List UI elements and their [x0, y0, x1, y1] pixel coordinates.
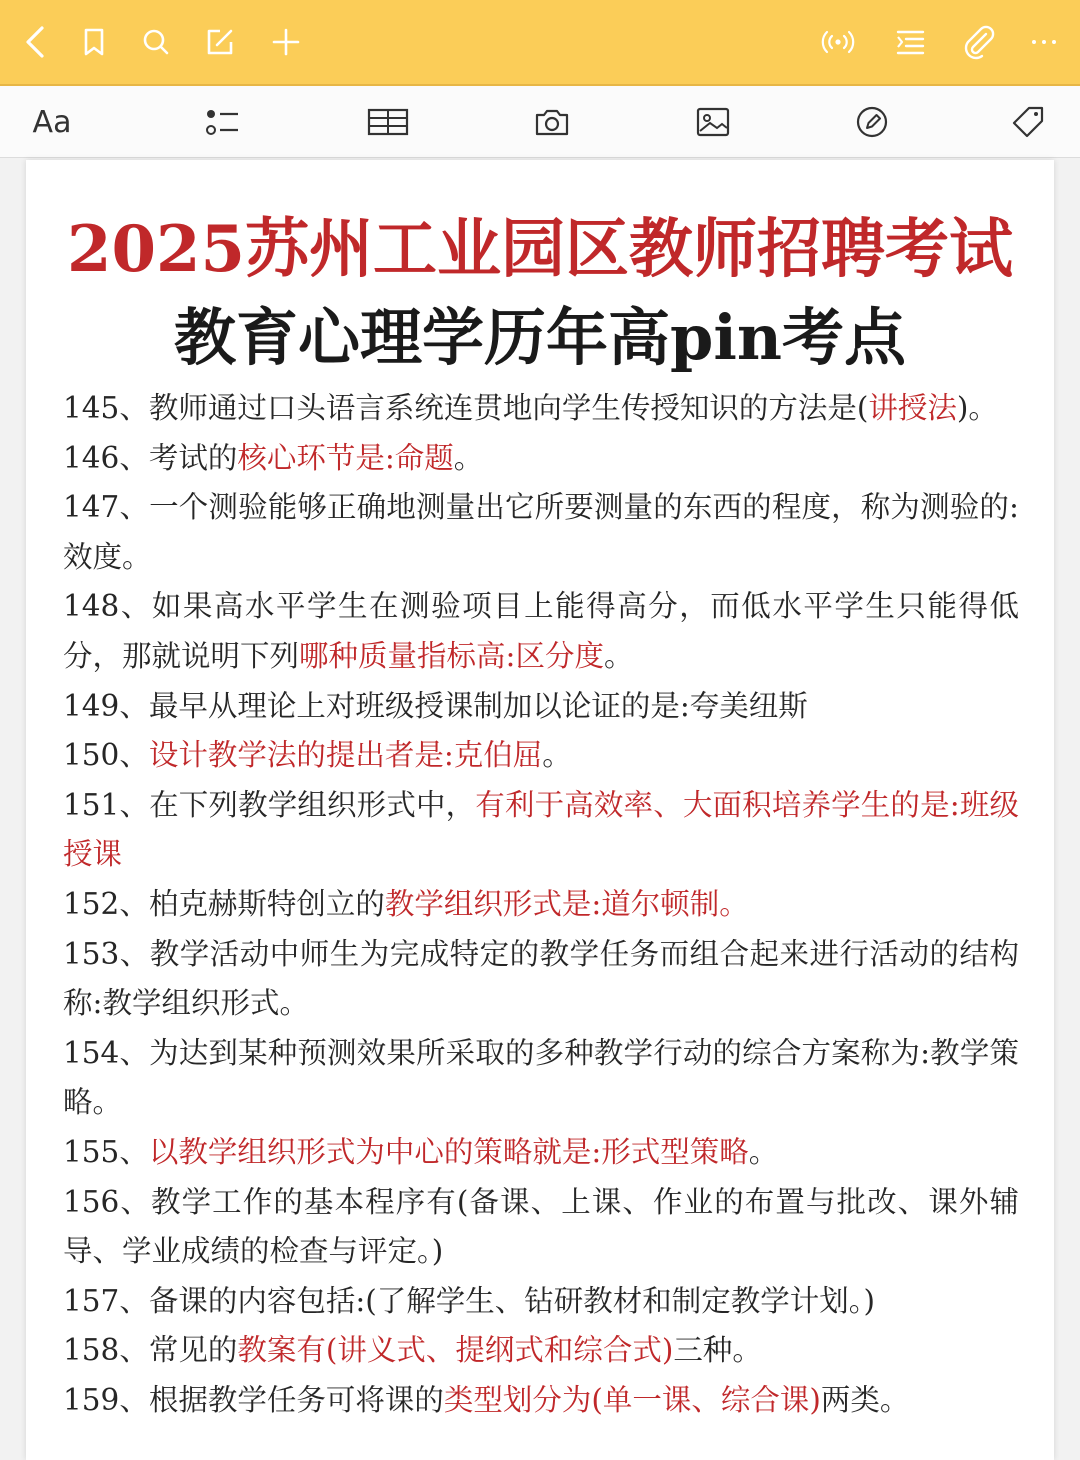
document-title-black: 教育心理学历年高pin考点	[174, 301, 906, 374]
item-number: 147	[63, 490, 120, 525]
top-navigation-bar	[0, 0, 1080, 86]
item-text: 、如果高水平学生在测验项目上能得高分，而低水平学生只能得低分，那就说明下列	[63, 589, 1019, 673]
list-item	[63, 880, 1019, 930]
item-text: 、	[119, 1134, 149, 1169]
item-text: 、教师通过口头语言系统连贯地向学生传授知识的方法是(	[119, 391, 869, 425]
highlighted-text: 教学组织形式是:道尔顿制。	[384, 886, 749, 921]
item-number: 156	[63, 1184, 120, 1219]
pen-icon[interactable]	[852, 102, 892, 142]
highlighted-text: 类型划分为(单一课、综合课)	[443, 1382, 821, 1417]
item-text: 。	[542, 738, 572, 773]
list-item	[63, 582, 1019, 681]
item-text: 两类。	[820, 1382, 910, 1417]
list-item	[63, 1128, 1019, 1178]
item-number: 146	[63, 440, 120, 475]
list-item	[63, 731, 1019, 781]
item-number: 145	[63, 391, 120, 425]
list-item	[63, 682, 1019, 732]
list-item	[63, 1326, 1019, 1376]
camera-icon[interactable]	[532, 102, 572, 142]
back-icon[interactable]	[16, 22, 56, 62]
highlighted-text: 有利于高效率、大面积培养学生的是:班级授课	[63, 787, 1019, 872]
item-text: 、在下列教学组织形式中，	[119, 787, 476, 822]
checklist-icon[interactable]	[202, 102, 242, 142]
edit-icon[interactable]	[200, 22, 240, 62]
item-text: 。	[453, 440, 484, 475]
text-style-button[interactable]	[32, 102, 72, 142]
highlighted-text: 讲授法	[868, 391, 957, 425]
item-text: 三种。	[673, 1333, 762, 1368]
list-item	[63, 384, 1019, 434]
outline-icon[interactable]	[890, 22, 930, 62]
item-text: 。	[748, 1134, 779, 1169]
item-text: 、考试的	[119, 440, 238, 475]
item-number: 157	[63, 1283, 120, 1318]
highlighted-text: 核心环节是:命题	[237, 440, 454, 475]
item-number: 151	[63, 787, 120, 822]
bookmark-icon[interactable]	[74, 22, 114, 62]
item-number: 150	[63, 738, 120, 773]
attachment-icon[interactable]	[958, 22, 998, 62]
item-number: 148	[63, 589, 120, 624]
item-number: 152	[63, 886, 120, 921]
list-item	[63, 1376, 1019, 1426]
item-number: 159	[63, 1382, 120, 1417]
highlighted-text: 教案有(讲义式、提纲式和综合式)	[237, 1333, 674, 1368]
more-icon[interactable]	[1024, 22, 1064, 62]
item-number: 155	[63, 1134, 120, 1169]
item-text: 、柏克赫斯特创立的	[119, 886, 385, 921]
highlighted-text: 设计教学法的提出者是:克伯屈	[148, 738, 543, 773]
item-text: 、教学活动中师生为完成特定的教学任务而组合起来进行活动的结构称:教学组织形式。	[63, 936, 1019, 1021]
format-toolbar	[0, 86, 1080, 158]
tag-icon[interactable]	[1009, 102, 1049, 142]
item-number: 158	[63, 1333, 120, 1368]
search-icon[interactable]	[136, 22, 176, 62]
item-number: 149	[63, 688, 120, 723]
list-item	[63, 1029, 1019, 1128]
image-icon[interactable]	[693, 102, 733, 142]
item-text: 、根据教学任务可将课的	[119, 1382, 444, 1417]
item-number: 154	[63, 1035, 120, 1070]
list-item	[63, 781, 1019, 880]
item-text: 。	[603, 638, 634, 673]
text-style-label: Aa	[32, 104, 72, 140]
table-icon[interactable]	[366, 102, 410, 142]
list-item	[63, 483, 1019, 582]
item-text: 、常见的	[119, 1333, 238, 1368]
broadcast-icon[interactable]	[818, 22, 858, 62]
list-item	[63, 434, 1019, 484]
item-text: 、教学工作的基本程序有(备课、上课、作业的布置与批改、课外辅导、学业成绩的检查与评定。)	[63, 1184, 1019, 1269]
highlighted-text: 哪种质量指标高:区分度	[299, 638, 604, 673]
list-item	[63, 1178, 1019, 1277]
highlighted-text: 以教学组织形式为中心的策略就是:形式型策略	[148, 1134, 749, 1169]
item-text: )。	[956, 391, 998, 425]
list-item	[63, 930, 1019, 1029]
item-text: 、备课的内容包括:(了解学生、钻研教材和制定教学计划。)	[119, 1283, 876, 1318]
item-text: 、一个测验能够正确地测量出它所要测量的东西的程度，称为测验的:效度。	[63, 490, 1019, 574]
item-text: 、为达到某种预测效果所采取的多种教学行动的综合方案称为:教学策略。	[63, 1035, 1019, 1120]
document-title-red: 2025苏州工业园区教师招聘考试	[66, 212, 1014, 287]
list-item	[63, 1277, 1019, 1327]
plus-icon[interactable]	[266, 22, 306, 62]
item-number: 153	[63, 936, 120, 971]
note-content[interactable]	[63, 384, 1019, 1425]
item-text: 、	[119, 738, 149, 773]
item-text: 、最早从理论上对班级授课制加以论证的是:夸美纽斯	[119, 688, 808, 723]
